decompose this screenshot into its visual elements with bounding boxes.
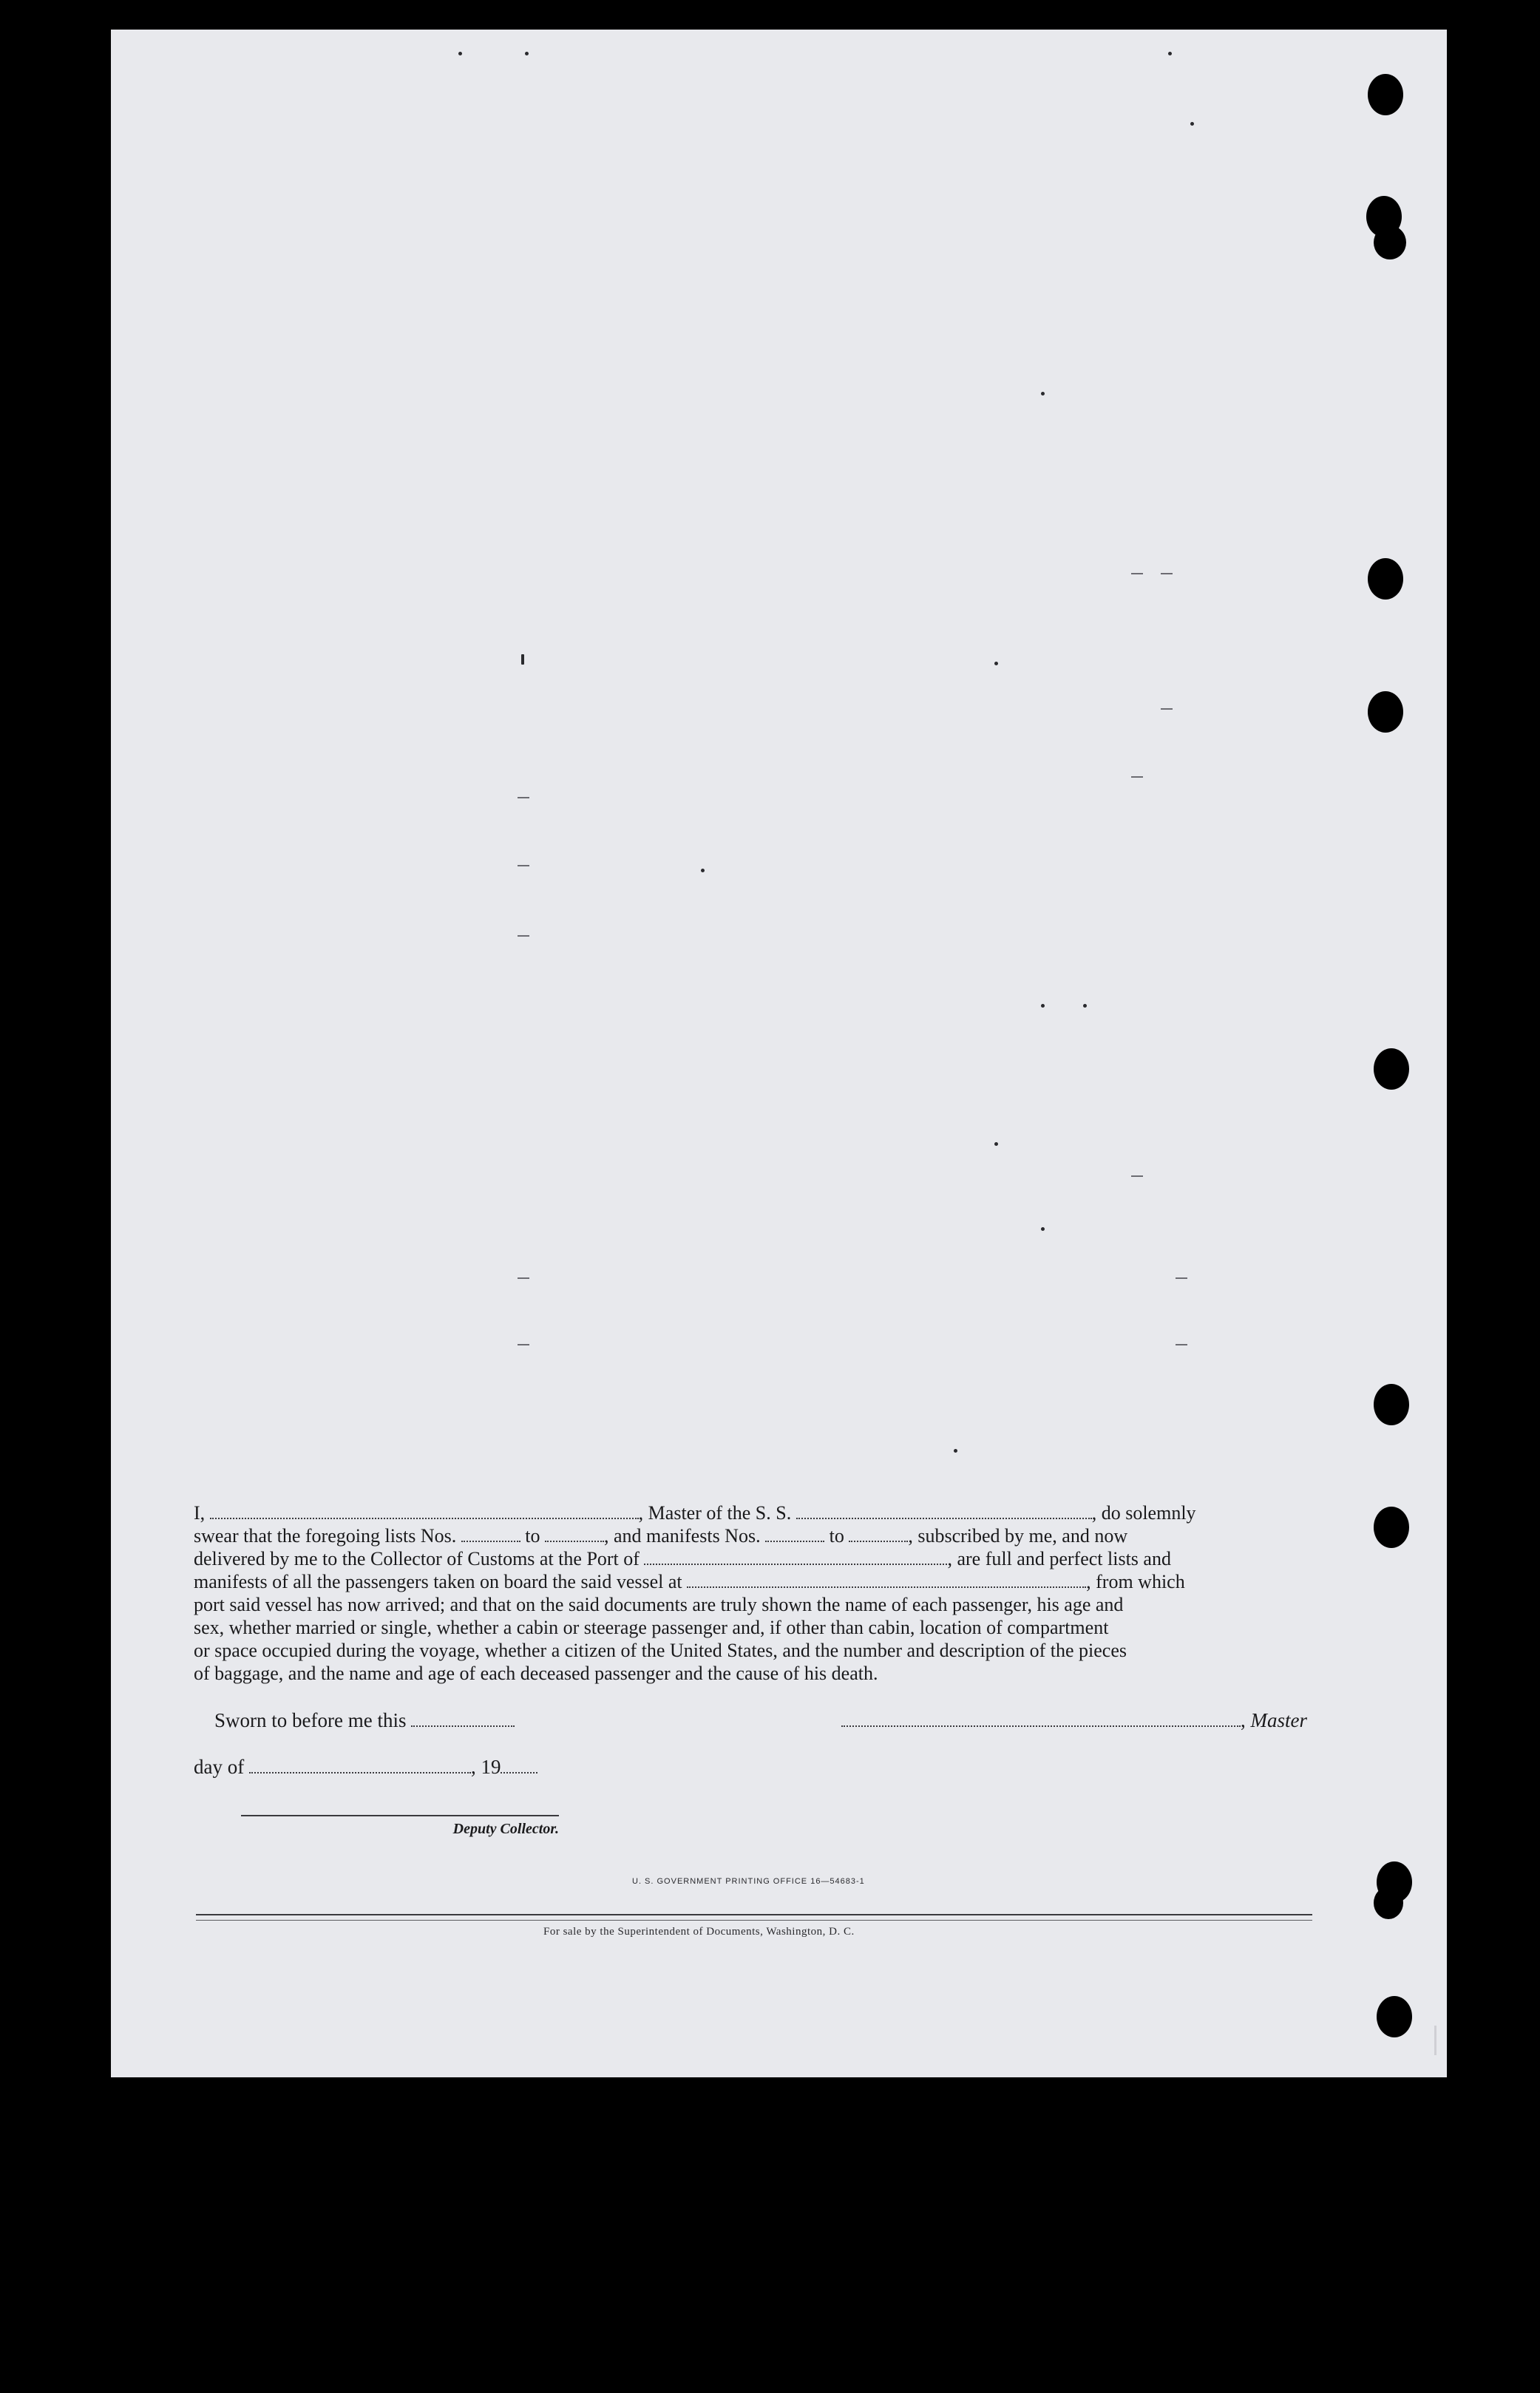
oath-line-3 [194, 1547, 1310, 1570]
oath-text: , Master of the S. S. [638, 1502, 792, 1524]
binder-hole [1368, 558, 1403, 600]
year-prefix: , 19 [470, 1756, 501, 1778]
list-from-blank [461, 1527, 520, 1542]
column-mark [1131, 776, 1143, 778]
port-blank [644, 1550, 947, 1565]
oath-text: , do solemnly [1091, 1502, 1196, 1524]
scan-edge-mark [1434, 2026, 1436, 2055]
column-mark [1161, 573, 1173, 574]
vessel-name-blank [796, 1504, 1092, 1519]
sworn-label: Sworn to before me this [214, 1709, 407, 1731]
oath-text: swear that the foregoing lists Nos. [194, 1525, 457, 1547]
oath-text: , from which [1086, 1571, 1185, 1592]
scan-speck [994, 662, 998, 665]
scan-speck [994, 1142, 998, 1146]
binder-hole [1368, 691, 1403, 733]
oath-text: manifests of all the passengers taken on board the said vessel at [194, 1571, 682, 1592]
manifest-to-blank [849, 1527, 908, 1542]
day-of-label: day of [194, 1756, 245, 1778]
scan-speck [954, 1449, 957, 1453]
oath-text: , subscribed by me, and now [908, 1525, 1128, 1547]
scan-speck [525, 52, 529, 55]
binder-hole [1368, 74, 1403, 115]
master-signature-blank [841, 1712, 1241, 1727]
footer-rule [196, 1914, 1312, 1915]
deputy-collector-signature: Deputy Collector. [241, 1815, 559, 1838]
scan-speck [1041, 1227, 1045, 1231]
column-mark [1131, 1175, 1143, 1177]
oath-line-7: or space occupied during the voyage, whether a citizen of the United States, and the number and description of the pieces [194, 1640, 1127, 1661]
scan-speck [458, 52, 462, 55]
oath-line-8: of baggage, and the name and age of each deceased passenger and the cause of his death. [194, 1663, 878, 1684]
master-oath-paragraph [194, 1501, 1310, 1685]
scan-speck [1083, 1004, 1087, 1008]
binder-hole [1374, 1048, 1409, 1090]
column-mark [518, 1277, 529, 1279]
column-mark [1131, 573, 1143, 574]
oath-line-6: sex, whether married or single, whether a cabin or steerage passenger and, if other than cabin, location of compartment [194, 1617, 1109, 1638]
year-blank [501, 1759, 537, 1773]
column-mark [1176, 1344, 1187, 1345]
binder-hole [1374, 1887, 1403, 1919]
oath-line-4 [194, 1570, 1310, 1593]
master-signature-line: , Master [841, 1709, 1307, 1732]
manifest-from-blank [765, 1527, 824, 1542]
scan-speck [1190, 122, 1194, 126]
master-label: Master [1250, 1709, 1307, 1731]
master-name-blank [210, 1504, 639, 1519]
oath-text: to [525, 1525, 540, 1547]
binder-hole [1374, 1384, 1409, 1425]
oath-text: , and manifests Nos. [604, 1525, 761, 1547]
oath-line-1 [194, 1501, 1310, 1524]
sworn-line [214, 1709, 515, 1732]
scan-speck [1041, 392, 1045, 396]
printing-office-imprint: U. S. GOVERNMENT PRINTING OFFICE 16—54683-1 [632, 1877, 865, 1886]
scan-speck [1041, 1004, 1045, 1008]
list-to-blank [545, 1527, 604, 1542]
sale-notice: For sale by the Superintendent of Documents, Washington, D. C. [543, 1926, 855, 1938]
binder-hole [1374, 225, 1406, 259]
oath-text: , are full and perfect lists and [947, 1548, 1171, 1569]
footer-rule-thin [196, 1920, 1312, 1921]
month-blank [249, 1759, 471, 1773]
column-mark [1161, 708, 1173, 710]
oath-text: to [829, 1525, 844, 1547]
scan-speck [1168, 52, 1172, 55]
day-of-line [194, 1756, 537, 1779]
oath-line-5: port said vessel has now arrived; and that on the said documents are truly shown the name of each passenger, his age and [194, 1594, 1124, 1615]
column-mark [518, 865, 529, 866]
binder-hole [1377, 1996, 1412, 2037]
column-mark [1176, 1277, 1187, 1279]
oath-line-2 [194, 1524, 1310, 1547]
scan-speck [701, 869, 705, 872]
oath-text: I, [194, 1502, 206, 1524]
departure-port-blank [687, 1573, 1086, 1588]
column-mark [518, 1344, 529, 1345]
sworn-day-blank [411, 1712, 515, 1727]
scan-speck [521, 654, 524, 665]
oath-text: delivered by me to the Collector of Customs at the Port of [194, 1548, 640, 1569]
column-mark [518, 797, 529, 798]
binder-hole [1374, 1507, 1409, 1548]
column-mark [518, 935, 529, 937]
